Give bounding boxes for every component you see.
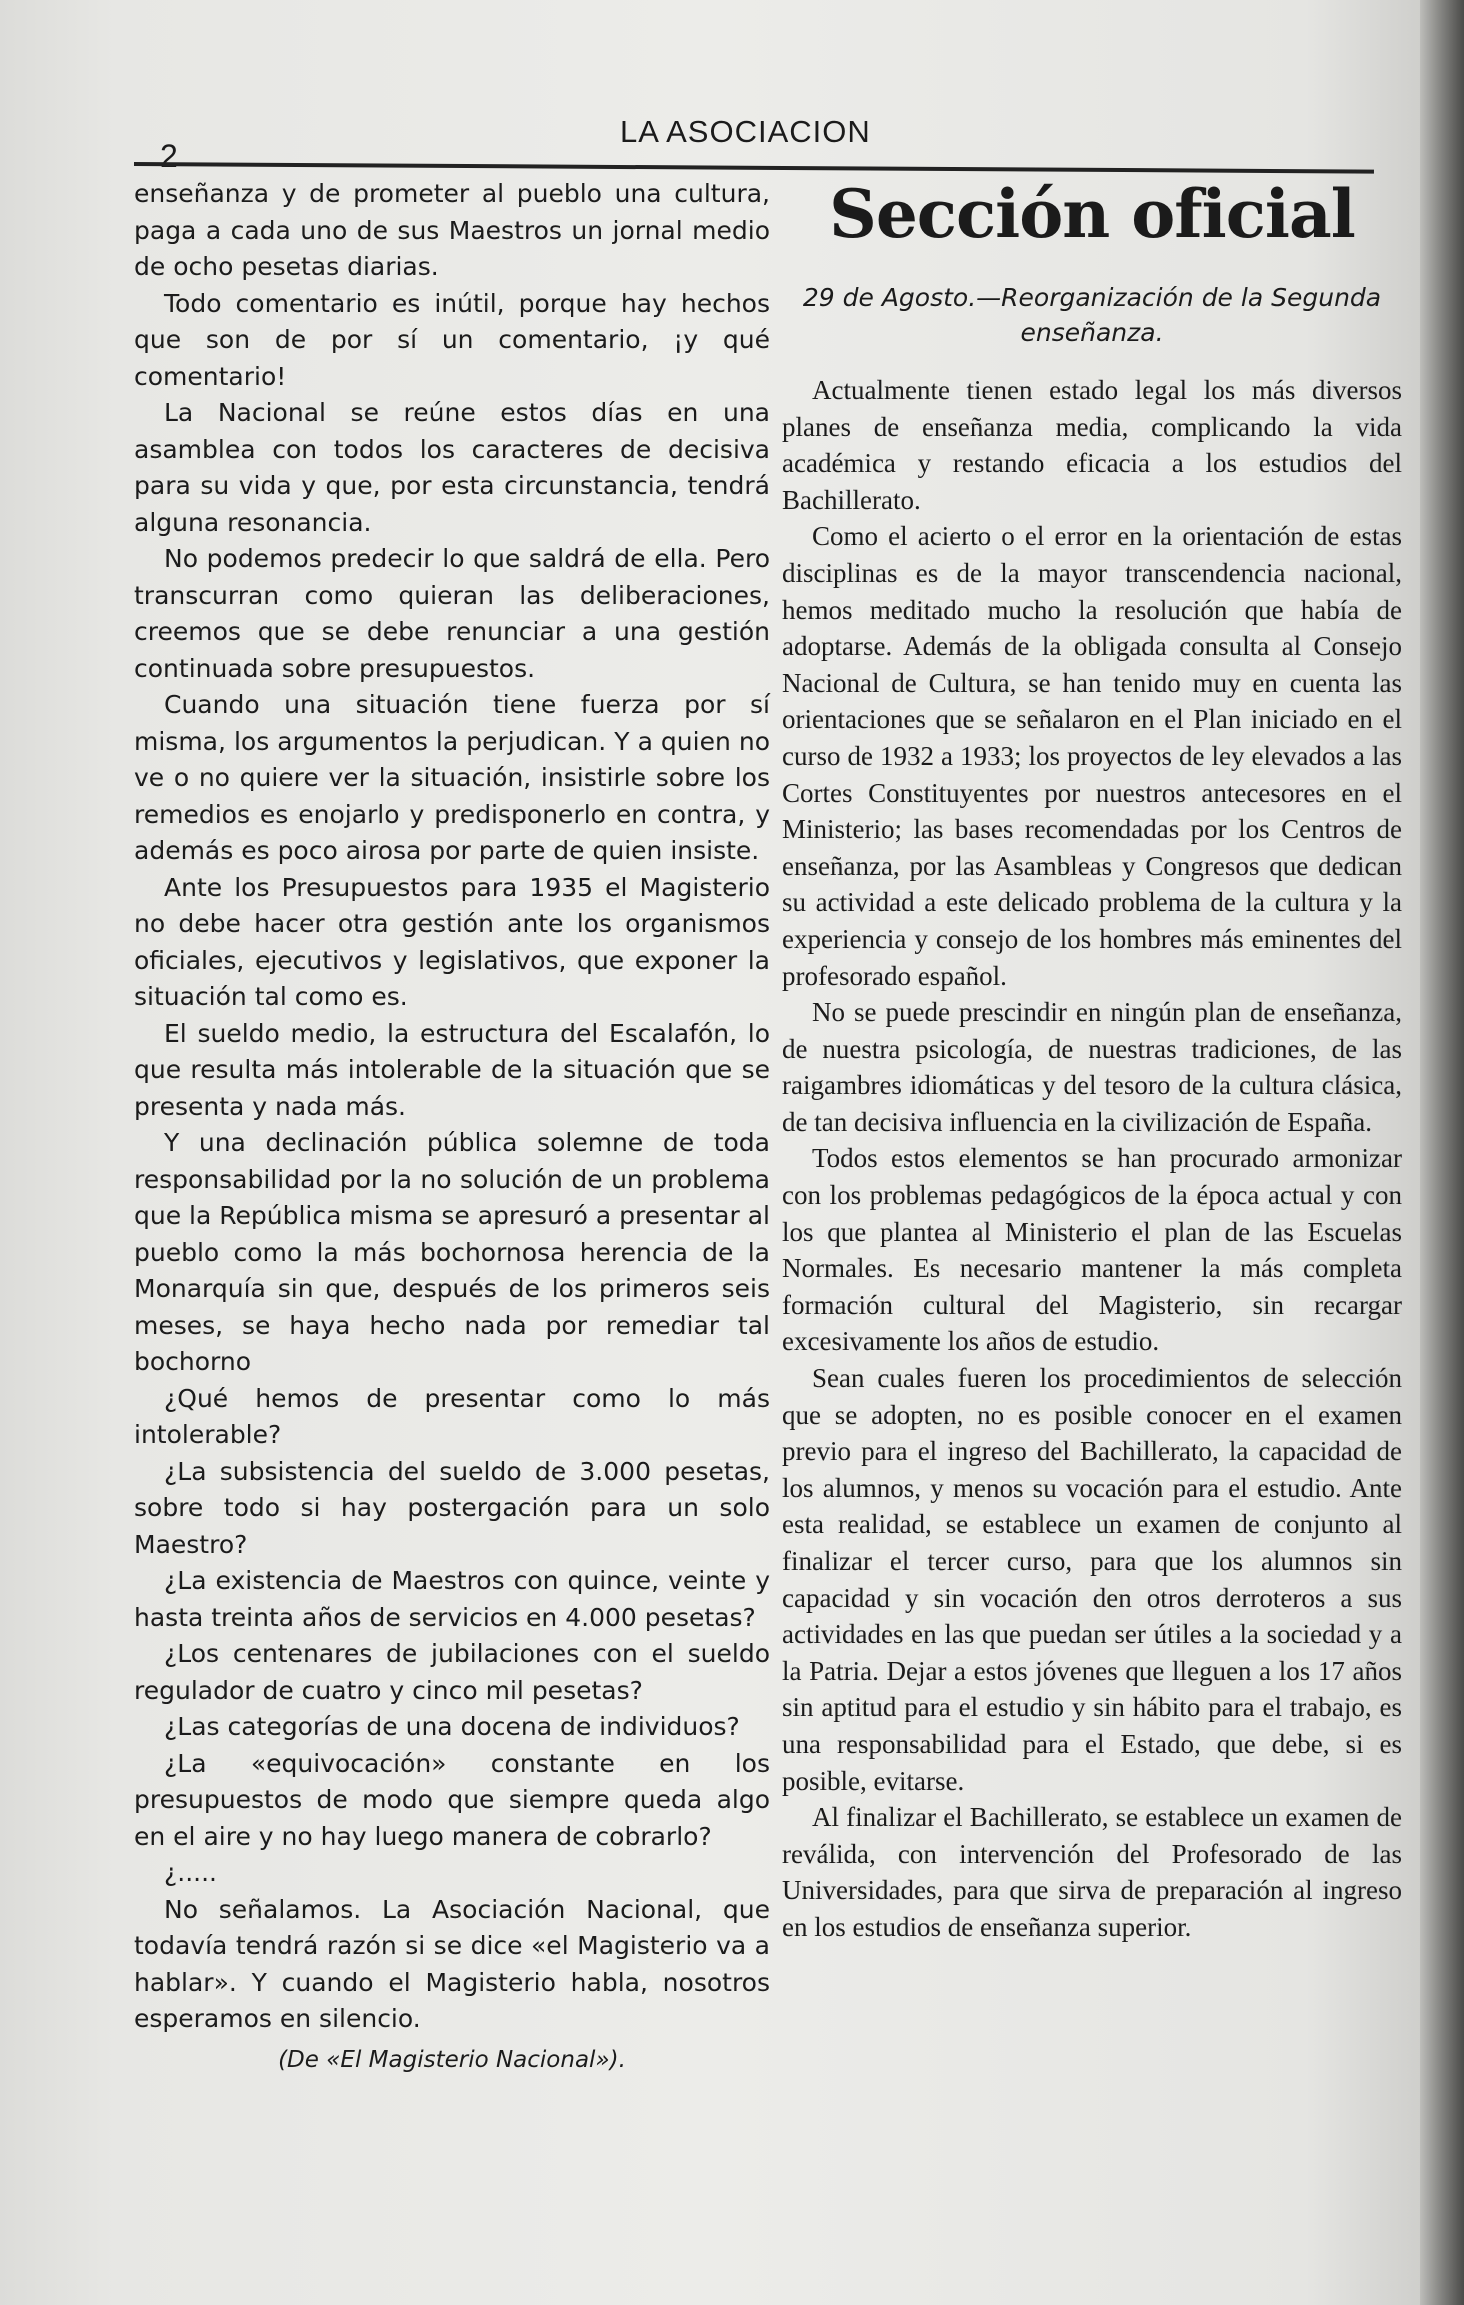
running-title: LA ASOCIACION bbox=[620, 114, 871, 149]
source-attribution: (De «El Magisterio Nacional»). bbox=[278, 2046, 626, 2073]
paragraph: enseñanza y de prometer al pueblo una cultura, paga a cada uno de sus Maestros un jornal medio de ocho pesetas diarias. bbox=[134, 179, 770, 281]
paragraph: ¿La subsistencia del sueldo de 3.000 pesetas, sobre todo si hay postergación para un solo Maestro? bbox=[134, 1456, 770, 1559]
paragraph: ¿..... bbox=[164, 1858, 218, 1887]
paragraph: ¿La «equivocación» constante en los presupuestos de modo que siempre queda algo en el aire y no hay luego manera de cobrarlo? bbox=[134, 1748, 770, 1851]
paragraph: Cuando una situación tiene fuerza por sí misma, los argumentos la perjudican. Y a quien no ve o no quiere ver la situación, insistirle sobre los remedios es enojarlo y predisponerlo en contra, y además es poco airosa por parte de quien insiste. bbox=[134, 690, 770, 865]
right-column bbox=[782, 176, 1402, 1946]
paragraph: Sean cuales fueren los procedimientos de selección que se adopten, no es posible conocer en el examen previo para el ingreso del Bachillerato, la capacidad de los alumnos, y menos su vocación para el estudio. Ante esta realidad, se establece un examen de conjunto al finalizar el tercer curso, para que los alumnos sin capacidad y sin vocación den otros derroteros a sus actividades en las que puedan ser útiles a la sociedad y a la Patria. Dejar a estos jóvenes que lleguen a los 17 años sin aptitud para el estudio y sin hábito para el trabajo, es una responsabilidad para el Estado, que debe, si es posible, evitarse. bbox=[782, 1363, 1402, 1796]
section-title: Sección oficial bbox=[829, 175, 1355, 253]
page-edge bbox=[1420, 0, 1464, 2305]
paragraph: ¿Las categorías de una docena de individuos? bbox=[164, 1712, 740, 1741]
paragraph: Ante los Presupuestos para 1935 el Magisterio no debe hacer otra gestión ante los organismos oficiales, ejecutivos y legislativos, que exponer la situación tal como es. bbox=[134, 872, 770, 1011]
left-column bbox=[134, 176, 770, 2078]
paragraph: ¿Qué hemos de presentar como lo más intolerable? bbox=[134, 1383, 770, 1449]
paragraph: Actualmente tienen estado legal los más diversos planes de enseñanza media, complicando la vida académica y restando eficacia a los estudios del Bachillerato. bbox=[782, 375, 1402, 515]
paragraph: ¿La existencia de Maestros con quince, veinte y hasta treinta años de servicios en 4.000 pesetas? bbox=[134, 1566, 770, 1632]
paragraph: No se puede prescindir en ningún plan de enseñanza, de nuestra psicología, de nuestras tradiciones, de las raigambres idiomáticas y del tesoro de la cultura clásica, de tan decisiva influencia en la civilización de España. bbox=[782, 997, 1402, 1137]
paragraph: Todo comentario es inútil, porque hay hechos que son de por sí un comentario, ¡y qué comentario! bbox=[134, 288, 770, 391]
decree-heading: 29 de Agosto.—Reorganización de la Segunda enseñanza. bbox=[802, 283, 1382, 347]
paragraph: No señalamos. La Asociación Nacional, que todavía tendrá razón si se dice «el Magisterio va a hablar». Y cuando el Magisterio habla, nosotros esperamos en silencio. bbox=[134, 1894, 770, 2033]
paragraph: Y una declinación pública solemne de toda responsabilidad por la no solución de un problema que la República misma se apresuró a presentar al pueblo como la más bochornosa herencia de la Monarquía sin que, después de los primeros seis meses, se haya hecho nada por remediar tal bochorno bbox=[134, 1128, 770, 1376]
paragraph: Al finalizar el Bachillerato, se establece un examen de reválida, con intervención del Profesorado de las Universidades, para que sirva de preparación al ingreso en los estudios de enseñanza superior. bbox=[782, 1802, 1402, 1942]
paragraph: No podemos predecir lo que saldrá de ella. Pero transcurran como quieran las deliberaciones, creemos que se debe renunciar a una gestión continuada sobre presupuestos. bbox=[134, 544, 770, 683]
paragraph: Como el acierto o el error en la orientación de estas disciplinas es de la mayor transcendencia nacional, hemos meditado mucho la resolución que había de adoptarse. Además de la obligada consulta al Consejo Nacional de Cultura, se han tenido muy en cuenta las orientaciones que se señalaron en el Plan iniciado en el curso de 1932 a 1933; los proyectos de ley elevados a las Cortes Constituyentes por nuestros antecesores en el Ministerio; las bases recomendadas por los Centros de enseñanza, por las Asambleas y Congresos que dedican su actividad a este delicado problema de la cultura y la experiencia y consejo de los hombres más eminentes del profesorado español. bbox=[782, 521, 1402, 991]
paragraph: El sueldo medio, la estructura del Escalafón, lo que resulta más intolerable de la situación que se presenta y nada más. bbox=[134, 1018, 770, 1121]
page-number: 2 bbox=[160, 138, 178, 174]
header-rule bbox=[134, 162, 1374, 174]
paragraph: La Nacional se reúne estos días en una asamblea con todos los caracteres de decisiva para su vida y que, por esta circunstancia, tendrá alguna resonancia. bbox=[134, 398, 770, 537]
paragraph: Todos estos elementos se han procurado armonizar con los problemas pedagógicos de la época actual y con los que plantea al Ministerio el plan de las Escuelas Normales. Es necesario mantener la más completa formación cultural del Magisterio, sin recargar excesivamente los años de estudio. bbox=[782, 1143, 1402, 1357]
paragraph: ¿Los centenares de jubilaciones con el sueldo regulador de cuatro y cinco mil pesetas? bbox=[134, 1639, 770, 1705]
